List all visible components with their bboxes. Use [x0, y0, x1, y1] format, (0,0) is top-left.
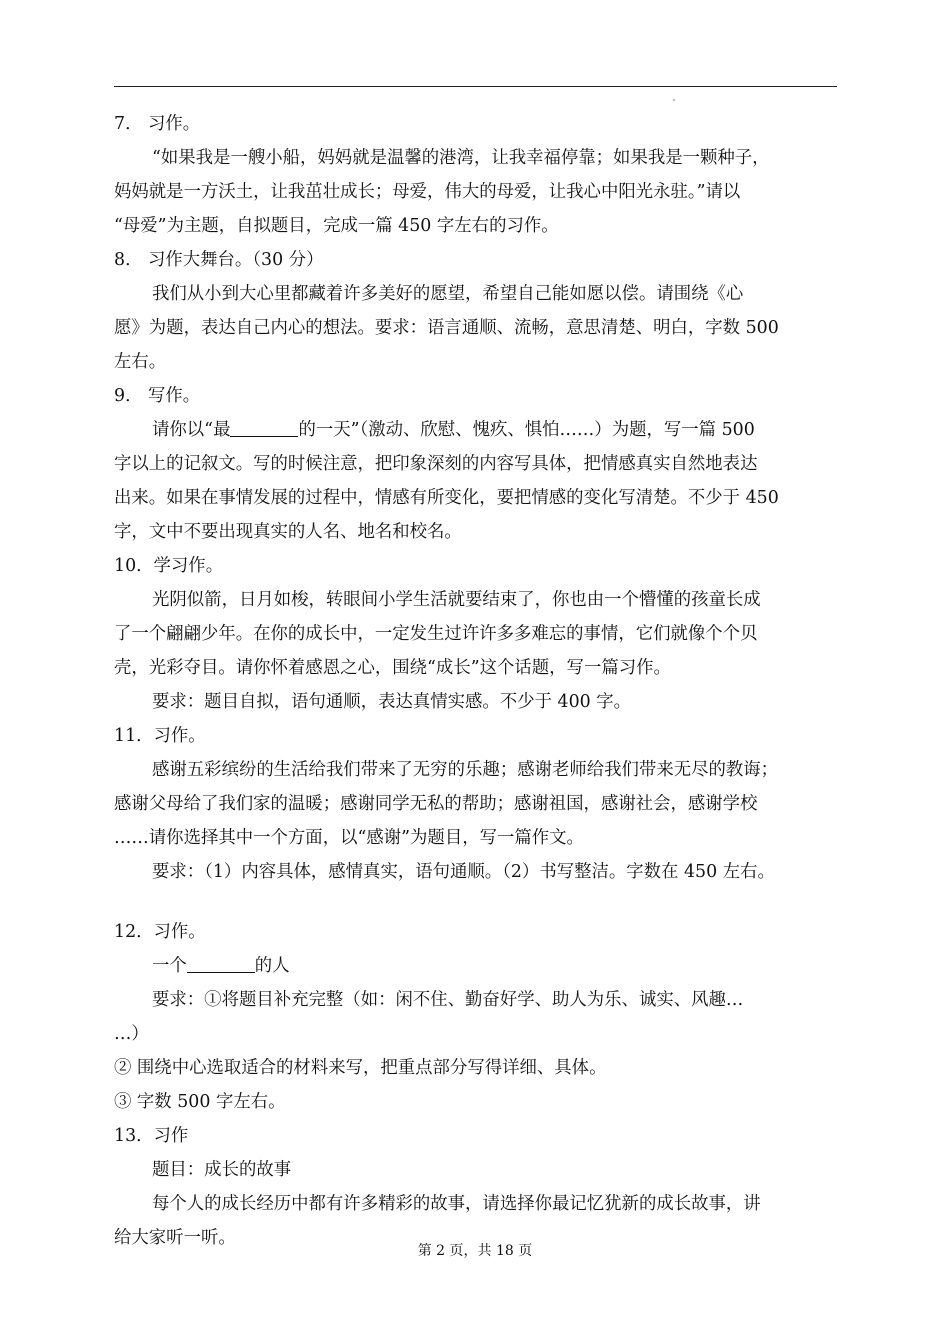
question-11-text: 感谢父母给了我们家的温暖；感谢同学无私的帮助；感谢祖国，感谢社会，感谢学校	[114, 794, 758, 814]
question-10-text: 壳，光彩夺目。请你怀着感恩之心，围绕“成长”这个话题，写一篇习作。	[114, 658, 671, 678]
question-7-text: “如果我是一艘小船，妈妈就是温馨的港湾，让我幸福停靠；如果我是一颗种子，	[152, 148, 770, 168]
question-12-requirement: ② 围绕中心选取适合的材料来写，把重点部分写得详细、具体。	[114, 1058, 607, 1078]
question-11-heading: 11．习作。	[114, 726, 206, 746]
speck	[673, 99, 675, 101]
header-rule	[114, 86, 837, 87]
question-9-heading: 9． 写作。	[114, 386, 201, 406]
question-10-heading: 10．学习作。	[114, 556, 224, 576]
question-9-text: 字，文中不要出现真实的人名、地名和校名。	[114, 522, 462, 542]
question-12-heading: 12．习作。	[114, 922, 206, 942]
question-10-text: 了一个翩翩少年。在你的成长中，一定发生过许许多多难忘的事情，它们就像个个贝	[114, 624, 758, 644]
question-12-title: 一个 的人	[114, 949, 837, 983]
fill-blank	[187, 950, 255, 973]
fill-blank	[230, 414, 298, 437]
question-11-text: 感谢五彩缤纷的生活给我们带来了无穷的乐趣；感谢老师给我们带来无尽的教诲；	[152, 760, 779, 780]
document-body	[114, 107, 837, 1255]
question-9-text: 字以上的记叙文。写的时候注意，把印象深刻的内容写具体，把情感真实自然地表达	[114, 454, 758, 474]
question-8-text: 左右。	[114, 352, 167, 372]
page-number: 第 2 页，共 18 页	[417, 1243, 533, 1259]
question-11-requirement: 要求：（1）内容具体，感情真实，语句通顺。（2）书写整洁。字数在 450 左右。	[152, 862, 775, 882]
question-11-text: ……请你选择其中一个方面，以“感谢”为题目，写一篇作文。	[114, 828, 584, 848]
question-7-text: “母爱”为主题，自拟题目，完成一篇 450 字左右的习作。	[114, 216, 559, 236]
question-10-text: 光阴似箭，日月如梭，转眼间小学生活就要结束了，你也由一个懵懂的孩童长成	[152, 590, 761, 610]
question-13-text: 给大家听一听。	[114, 1228, 236, 1248]
question-8-heading: 8． 习作大舞台。（30 分）	[114, 250, 324, 270]
question-7-text: 妈妈就是一方沃土，让我茁壮成长；母爱，伟大的母爱，让我心中阳光永驻。”请以	[114, 182, 741, 202]
question-12-requirement: ③ 字数 500 字左右。	[114, 1092, 286, 1112]
question-9-text: 请你以“最 的一天”（激动、欣慰、愧疚、惧怕……）为题，写一篇 500	[114, 413, 837, 447]
question-12-requirement: …）	[114, 1024, 149, 1044]
question-13-title: 题目：成长的故事	[152, 1160, 292, 1180]
question-13-text: 每个人的成长经历中都有许多精彩的故事，请选择你最记忆犹新的成长故事，讲	[152, 1194, 761, 1214]
question-10-requirement: 要求：题目自拟，语句通顺，表达真情实感。不少于 400 字。	[152, 692, 632, 712]
question-8-text: 我们从小到大心里都藏着许多美好的愿望，希望自己能如愿以偿。请围绕《心	[152, 284, 744, 304]
question-7-heading: 7． 习作。	[114, 114, 201, 134]
question-8-text: 愿》为题，表达自己内心的想法。要求：语言通顺、流畅，意思清楚、明白，字数 500	[114, 318, 779, 338]
question-12-requirement: 要求：①将题目补充完整（如：闲不住、勤奋好学、助人为乐、诚实、风趣…	[152, 990, 744, 1010]
question-9-text: 出来。如果在事情发展的过程中，情感有所变化，要把情感的变化写清楚。不少于 450	[114, 488, 779, 508]
question-13-heading: 13．习作	[114, 1126, 189, 1146]
